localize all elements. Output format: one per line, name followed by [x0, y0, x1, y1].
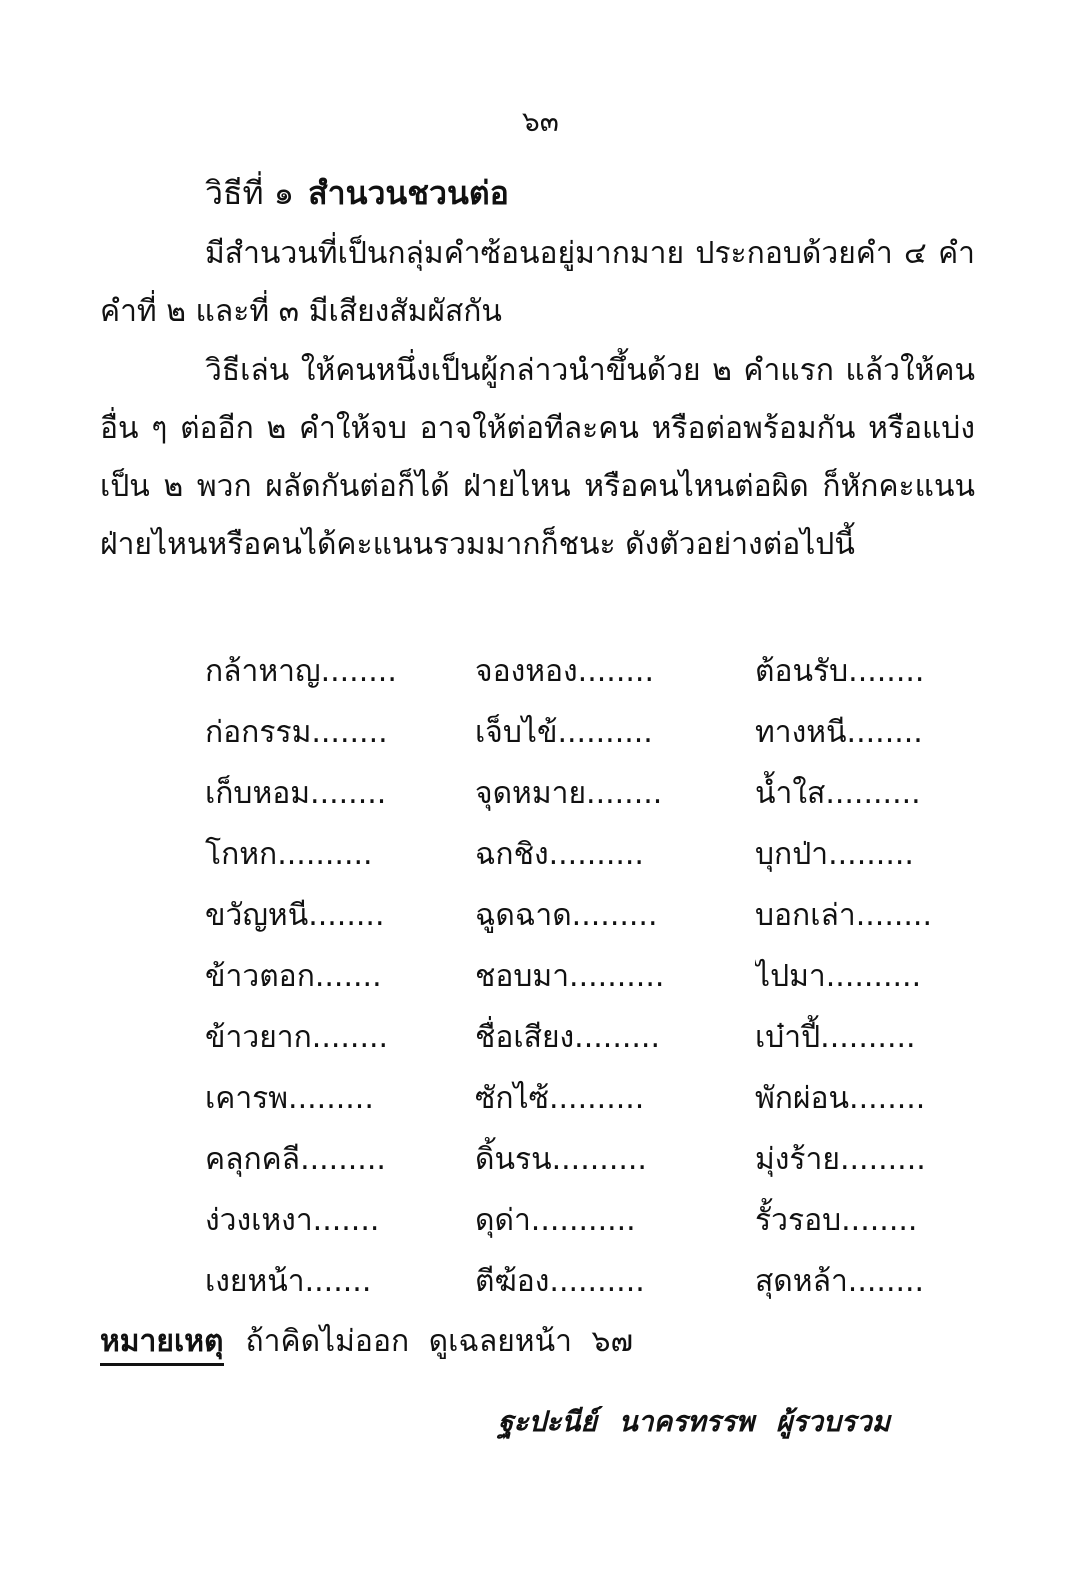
word-item: ต้อนรับ........ — [755, 654, 925, 689]
word-item: ชอบมา.......... — [475, 959, 665, 994]
word-item: ซักไซ้.......... — [475, 1081, 645, 1116]
word-item: ง่วงเหงา....... — [205, 1203, 380, 1238]
method-label: วิธีที่ ๑ — [205, 174, 295, 212]
note-text: ถ้าคิดไม่ออก ดูเฉลยหน้า ๖๗ — [245, 1324, 634, 1359]
word-item: คลุกคลี......... — [205, 1142, 386, 1177]
intro-paragraph: มีสำนวนที่เป็นกลุ่มคำซ้อนอยู่มากมาย ประกอบด้วยคำ ๔ คำ คำที่ ๒ และที่ ๓ มีเสียงสัมผัสกัน — [100, 236, 975, 329]
word-item: ดิ้นรน.......... — [475, 1142, 647, 1177]
word-item: เก็บหอม........ — [205, 776, 387, 811]
word-item: สุดหล้า........ — [755, 1264, 925, 1299]
word-item: เงยหน้า....... — [205, 1264, 372, 1299]
word-item: ดุด่า........... — [475, 1203, 636, 1238]
word-item: ก่อกรรม........ — [205, 715, 388, 750]
rules-paragraph: วิธีเล่น ให้คนหนึ่งเป็นผู้กล่าวนำขึ้นด้วย ๒ คำแรก แล้วให้คนอื่น ๆ ต่ออีก ๒ คำให้จบ อาจให้ต่อทีละคน หรือต่อพร้อมกัน หรือแบ่งเป็น ๒ พวก ผลัดกันต่อก็ได้ ฝ่ายไหน หรือคนไหนต่อผิด ก็หักคะแนน ฝ่ายไหนหรือคนได้คะแนนรวมมากก็ชนะ ดังตัวอย่างต่อไปนี้ — [100, 353, 975, 562]
word-item: ฉูดฉาด......... — [475, 898, 658, 933]
word-item: ตีฆ้อง.......... — [475, 1264, 645, 1299]
compiler-signature: ฐะปะนีย์ นาครทรรพ ผู้รวบรวม — [498, 1405, 891, 1438]
word-item: มุ่งร้าย......... — [755, 1142, 926, 1177]
word-item: บุกป่า......... — [755, 837, 914, 872]
word-item: ทางหนี........ — [755, 715, 923, 750]
word-item: ชื่อเสียง......... — [475, 1020, 660, 1055]
word-item: พักผ่อน........ — [755, 1081, 926, 1116]
footnote — [100, 1318, 633, 1365]
word-item: ขวัญหนี........ — [205, 898, 385, 933]
method-heading — [205, 168, 509, 219]
word-item: รั้วรอบ........ — [755, 1203, 918, 1238]
word-item: ไปมา.......... — [755, 959, 922, 994]
word-item: กล้าหาญ........ — [205, 654, 397, 689]
word-item: น้ำใส.......... — [755, 776, 921, 811]
method-title: สำนวนชวนต่อ — [308, 174, 509, 212]
word-item: เจ็บไข้.......... — [475, 715, 653, 750]
word-item: จุดหมาย........ — [475, 776, 663, 811]
word-item: ฉกชิง.......... — [475, 837, 644, 872]
word-item: บอกเล่า........ — [755, 898, 932, 933]
word-item: เบ๋าปี้.......... — [755, 1020, 916, 1055]
note-label: หมายเหตุ — [100, 1324, 224, 1366]
word-item: ข้าวยาก........ — [205, 1020, 389, 1055]
page-number: ๖๓ — [522, 105, 559, 138]
word-item: ข้าวตอก....... — [205, 959, 382, 994]
word-item: เคารพ......... — [205, 1081, 374, 1116]
word-item: โกหก.......... — [205, 837, 373, 872]
word-item: จองหอง........ — [475, 654, 654, 689]
word-list — [205, 648, 975, 1319]
